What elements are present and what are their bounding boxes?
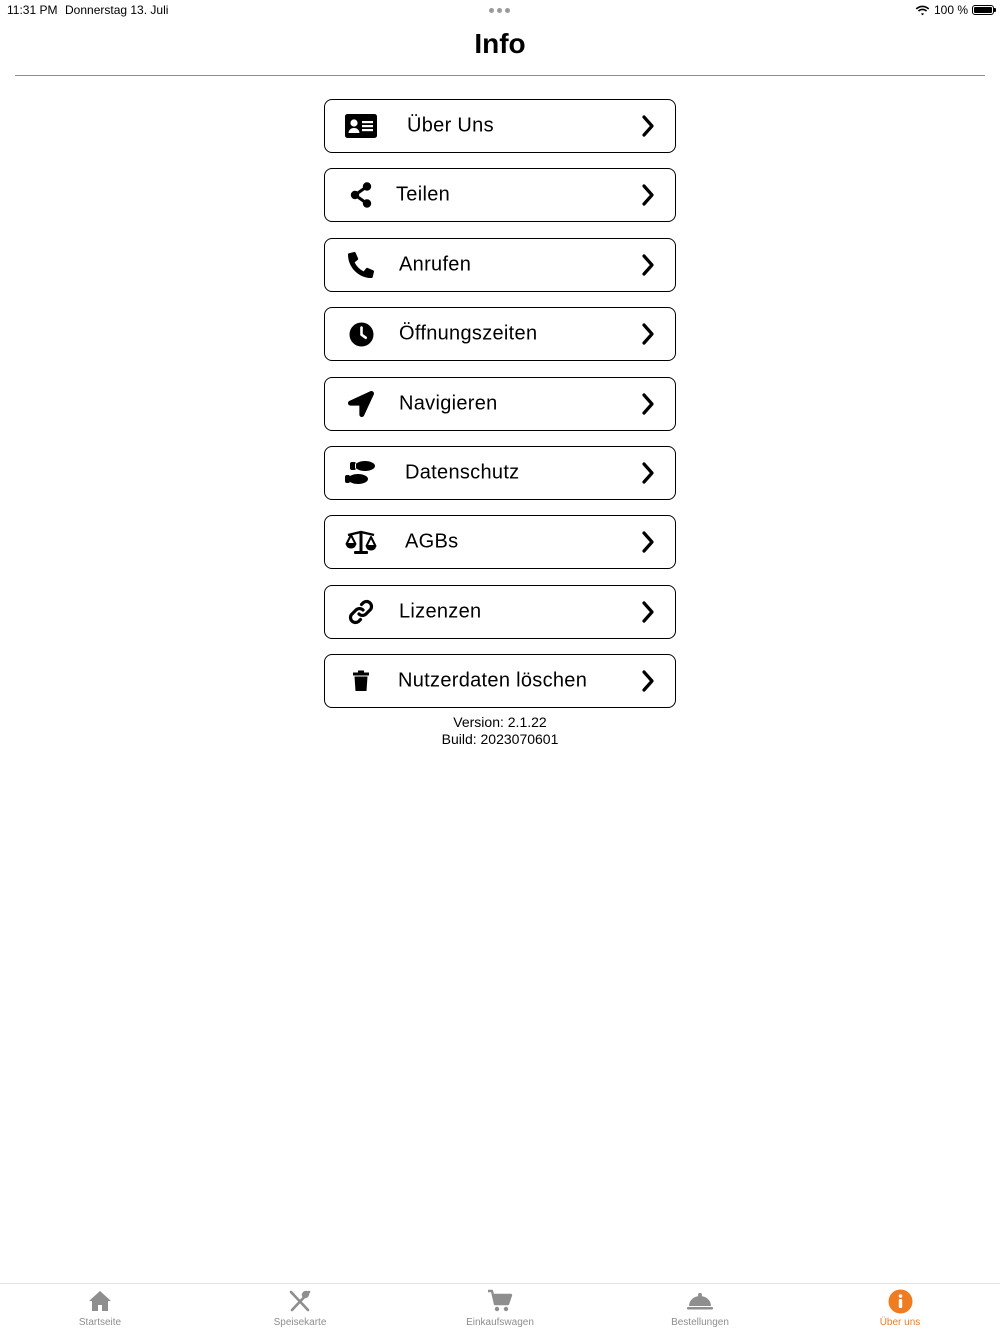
menu-item-agbs[interactable] — [324, 515, 676, 569]
info-menu-list — [324, 99, 676, 724]
tab-ueber-uns[interactable] — [800, 1284, 1000, 1334]
utensils-icon — [287, 1289, 313, 1313]
link-icon — [345, 598, 377, 626]
info-icon — [887, 1289, 913, 1313]
wifi-icon — [915, 5, 930, 16]
cloche-icon — [687, 1289, 713, 1313]
balance-scale-icon — [345, 528, 377, 556]
version-text: Version: 2.1.22 — [453, 714, 547, 730]
tab-startseite[interactable] — [0, 1284, 200, 1334]
chevron-right-icon — [641, 462, 655, 484]
chevron-right-icon — [641, 601, 655, 623]
phone-icon — [345, 251, 377, 279]
status-time: 11:31 PM — [7, 3, 58, 17]
menu-item-nutzerdaten-loeschen[interactable] — [324, 654, 676, 708]
menu-item-label: AGBs — [405, 530, 459, 553]
page-title: Info — [474, 28, 526, 59]
status-indicators — [915, 3, 994, 17]
multitasking-dots-icon[interactable] — [489, 8, 510, 13]
menu-item-navigieren[interactable] — [324, 377, 676, 431]
battery-percentage: 100 % — [933, 3, 968, 17]
build-text: Build: 2023070601 — [441, 731, 559, 747]
chevron-right-icon — [641, 670, 655, 692]
tab-label: Über uns — [879, 1317, 921, 1328]
tab-bar — [0, 1283, 1000, 1334]
menu-item-label: Teilen — [396, 183, 451, 206]
home-icon — [87, 1289, 113, 1313]
cart-icon — [487, 1289, 513, 1313]
status-bar — [0, 0, 1000, 20]
trash-icon — [345, 667, 377, 695]
tab-speisekarte[interactable] — [200, 1284, 400, 1334]
clock-icon — [345, 320, 377, 348]
menu-item-datenschutz[interactable] — [324, 446, 676, 500]
chevron-right-icon — [641, 323, 655, 345]
menu-item-label: Lizenzen — [399, 600, 482, 623]
header-divider — [15, 75, 985, 76]
menu-item-teilen[interactable] — [324, 168, 676, 222]
tab-einkaufswagen[interactable] — [400, 1284, 600, 1334]
battery-icon — [972, 5, 994, 15]
chevron-right-icon — [641, 531, 655, 553]
chevron-right-icon — [641, 254, 655, 276]
chevron-right-icon — [641, 393, 655, 415]
location-arrow-icon — [345, 390, 377, 418]
tab-label: Bestellungen — [671, 1317, 729, 1328]
menu-item-oeffnungszeiten[interactable] — [324, 307, 676, 361]
menu-item-label: Datenschutz — [405, 461, 520, 484]
id-card-icon — [345, 112, 377, 140]
tab-label: Speisekarte — [273, 1317, 327, 1328]
chevron-right-icon — [641, 184, 655, 206]
tab-bestellungen[interactable] — [600, 1284, 800, 1334]
share-icon — [345, 181, 377, 209]
tab-label: Einkaufswagen — [466, 1317, 534, 1328]
menu-item-lizenzen[interactable] — [324, 585, 676, 639]
menu-item-ueber-uns[interactable] — [324, 99, 676, 153]
menu-item-label: Über Uns — [407, 114, 494, 137]
menu-item-label: Navigieren — [399, 392, 498, 415]
shoe-prints-icon — [345, 459, 377, 487]
version-info — [0, 714, 1000, 748]
menu-item-anrufen[interactable] — [324, 238, 676, 292]
chevron-right-icon — [641, 115, 655, 137]
menu-item-label: Anrufen — [399, 253, 472, 276]
menu-item-label: Öffnungszeiten — [399, 322, 538, 345]
menu-item-label: Nutzerdaten löschen — [398, 669, 588, 692]
tab-label: Startseite — [78, 1317, 122, 1328]
status-date: Donnerstag 13. Juli — [65, 3, 169, 17]
